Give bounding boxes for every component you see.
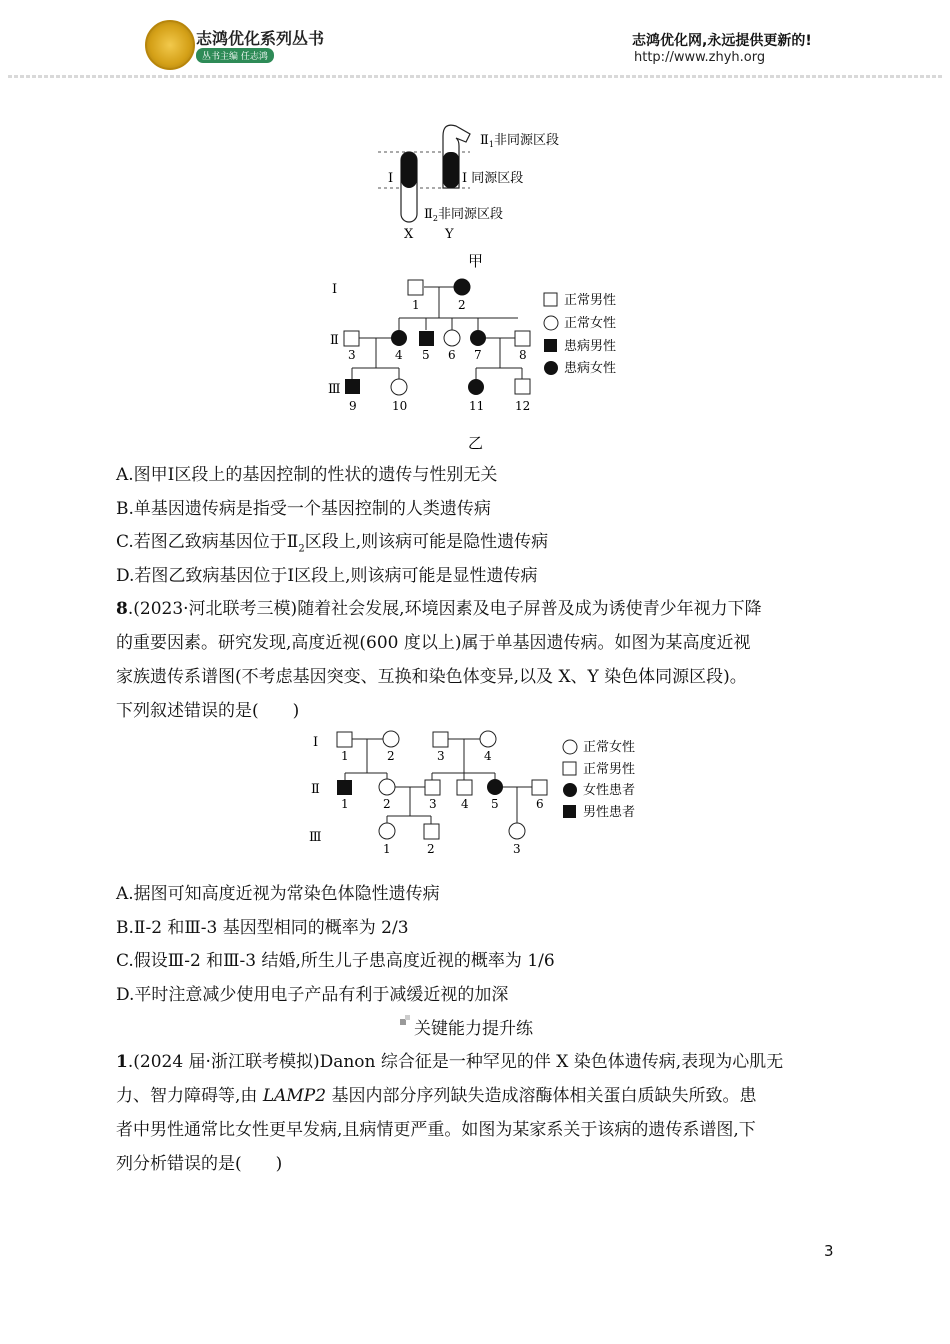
q8-num-iii2: 2 — [427, 842, 435, 856]
q8-num-iii1: 1 — [383, 842, 391, 856]
q8-legend-normal-female-symbol — [563, 740, 577, 754]
q8-legend-normal-male-symbol — [563, 762, 576, 775]
q8-num-ii3: 3 — [429, 797, 437, 811]
q8-iii2 — [424, 824, 439, 839]
q8-ii4 — [457, 780, 472, 795]
page-number: 3 — [824, 1242, 834, 1260]
q8-ii1 — [337, 780, 352, 795]
q8-num-iii3: 3 — [513, 842, 521, 856]
q8-ii5 — [487, 779, 503, 795]
q8-i4 — [480, 731, 496, 747]
q8-ii3 — [425, 780, 440, 795]
q8-option-d: D.平时注意减少使用电子产品有利于减缓近视的加深 — [116, 985, 509, 1005]
num-iii9: 9 — [349, 399, 357, 413]
pedigree-iii10 — [391, 379, 407, 395]
legend-normal-male-symbol — [544, 293, 557, 306]
pedigree-ii7 — [470, 330, 486, 346]
q7-option-d: D.若图乙致病基因位于Ⅰ区段上,则该病可能是显性遗传病 — [116, 566, 538, 586]
pedigree-iii11 — [468, 379, 484, 395]
q8-num-i3: 3 — [437, 749, 445, 763]
gen-label-ii: Ⅱ — [330, 333, 339, 348]
q7-option-a: A.图甲Ⅰ区段上的基因控制的性状的遗传与性别无关 — [116, 465, 498, 485]
header-divider — [8, 75, 942, 78]
pedigree-ii8 — [515, 331, 530, 346]
pedigree-i1 — [408, 280, 423, 295]
logo — [145, 20, 195, 70]
pedigree-i2 — [454, 279, 470, 295]
q8-option-a: A.据图可知高度近视为常染色体隐性遗传病 — [116, 884, 440, 904]
x-homologous-segment — [401, 152, 417, 188]
num-i2: 2 — [458, 298, 466, 312]
q8-num-ii4: 4 — [461, 797, 469, 811]
q8-num-ii5: 5 — [491, 797, 499, 811]
q8-gen-label-i: Ⅰ — [313, 735, 319, 750]
legend-affected-male-symbol — [544, 339, 557, 352]
series-title: 志鸿优化系列丛书 — [196, 29, 325, 48]
q8-legend-normal-male: 正常男性 — [583, 762, 636, 777]
q8-i1 — [337, 732, 352, 747]
q8-stem-line1: 8.(2023·河北联考三模)随着社会发展,环境因素及电子屏普及成为诱使青少年视力下降 — [116, 599, 762, 619]
editor-tag: 丛书主编 任志鸿 — [196, 48, 274, 63]
q8-i2 — [383, 731, 399, 747]
q8-num-ii6: 6 — [536, 797, 544, 811]
q8-option-b: B.Ⅱ-2 和Ⅲ-3 基因型相同的概率为 2/3 — [116, 918, 409, 938]
figure-q8-pedigree — [305, 728, 655, 860]
label-i-homologous: Ⅰ 同源区段 — [462, 171, 524, 186]
q8-gen-label-iii: Ⅲ — [309, 830, 322, 845]
q7-option-b: B.单基因遗传病是指受一个基因控制的人类遗传病 — [116, 499, 491, 519]
q8-num-ii1: 1 — [341, 797, 349, 811]
section-title: 关键能力提升练 — [414, 1019, 533, 1039]
q8-num-i4: 4 — [484, 749, 492, 763]
q8-ii2 — [379, 779, 395, 795]
pedigree-ii4 — [391, 330, 407, 346]
q8-iii1 — [379, 823, 395, 839]
q8-legend-affected-male-symbol — [563, 805, 576, 818]
y-homologous-segment — [443, 152, 459, 188]
label-y: Y — [445, 227, 454, 242]
legend-normal-male: 正常男性 — [564, 293, 617, 308]
legend-affected-female: 患病女性 — [564, 361, 617, 376]
num-ii3: 3 — [348, 348, 356, 362]
legend-normal-female-symbol — [544, 316, 558, 330]
label-i-left: Ⅰ — [388, 171, 394, 186]
pedigree-iii9 — [345, 379, 360, 394]
q8-stem-line4: 下列叙述错误的是( ) — [116, 701, 300, 721]
num-ii8: 8 — [519, 348, 527, 362]
q8-option-c: C.假设Ⅲ-2 和Ⅲ-3 结婚,所生儿子患高度近视的概率为 1/6 — [116, 951, 555, 971]
pedigree-ii6 — [444, 330, 460, 346]
q1-stem-line4: 列分析错误的是( ) — [116, 1154, 283, 1174]
site-url[interactable]: http://www.zhyh.org — [634, 50, 766, 65]
slogan: 志鸿优化网,永远提供更新的! — [632, 33, 812, 49]
q8-num-i1: 1 — [341, 749, 349, 763]
label-ii1: $Ⅱ_1$非同源区段 — [480, 133, 559, 149]
num-iii12: 12 — [515, 399, 531, 413]
q8-legend-normal-female: 正常女性 — [583, 740, 636, 755]
label-x: X — [404, 227, 414, 242]
caption-jia: 甲 — [468, 252, 484, 270]
section-marker-icon-2 — [405, 1015, 410, 1020]
q7-option-c: C.若图乙致病基因位于$Ⅱ_2$区段上,则该病可能是隐性遗传病 — [116, 532, 549, 555]
figure-jia — [370, 118, 600, 270]
label-ii2: $Ⅱ_2$非同源区段 — [424, 207, 503, 223]
legend-affected-female-symbol — [544, 361, 558, 375]
pedigree-iii12 — [515, 379, 530, 394]
caption-yi: 乙 — [468, 434, 484, 452]
pedigree-ii3 — [344, 331, 359, 346]
q1-stem-line1: 1.(2024 届·浙江联考模拟)Danon 综合征是一种罕见的伴 X 染色体遗传病,表现为心肌无 — [116, 1052, 784, 1072]
q8-stem-line2: 的重要因素。研究发现,高度近视(600 度以上)属于单基因遗传病。如图为某高度近视 — [116, 633, 751, 653]
q8-ii6 — [532, 780, 547, 795]
q8-num-i2: 2 — [387, 749, 395, 763]
legend-affected-male: 患病男性 — [564, 339, 617, 354]
num-ii5: 5 — [422, 348, 430, 362]
legend-normal-female: 正常女性 — [564, 316, 617, 331]
pedigree-ii5 — [419, 331, 434, 346]
q8-i3 — [433, 732, 448, 747]
q8-iii3 — [509, 823, 525, 839]
q8-legend-affected-female-symbol — [563, 783, 577, 797]
q8-legend-affected-male: 男性患者 — [583, 805, 636, 820]
num-ii6: 6 — [448, 348, 456, 362]
num-i1: 1 — [412, 298, 420, 312]
gen-label-iii: Ⅲ — [328, 382, 341, 397]
num-iii10: 10 — [392, 399, 408, 413]
gen-label-i: Ⅰ — [332, 282, 338, 297]
q8-num-ii2: 2 — [383, 797, 391, 811]
figure-yi-pedigree — [320, 272, 640, 454]
num-ii7: 7 — [474, 348, 482, 362]
q1-stem-line3: 者中男性通常比女性更早发病,且病情更严重。如图为某家系关于该病的遗传系谱图,下 — [116, 1120, 756, 1140]
q8-stem-line3: 家族遗传系谱图(不考虑基因突变、互换和染色体变异,以及 X、Y 染色体同源区段)。 — [116, 667, 747, 687]
num-iii11: 11 — [469, 399, 485, 413]
q1-stem-line2: 力、智力障碍等,由 LAMP2 基因内部分序列缺失造成溶酶体相关蛋白质缺失所致。患 — [116, 1086, 757, 1106]
q8-legend-affected-female: 女性患者 — [583, 783, 636, 798]
q8-gen-label-ii: Ⅱ — [311, 782, 320, 797]
num-ii4: 4 — [395, 348, 403, 362]
